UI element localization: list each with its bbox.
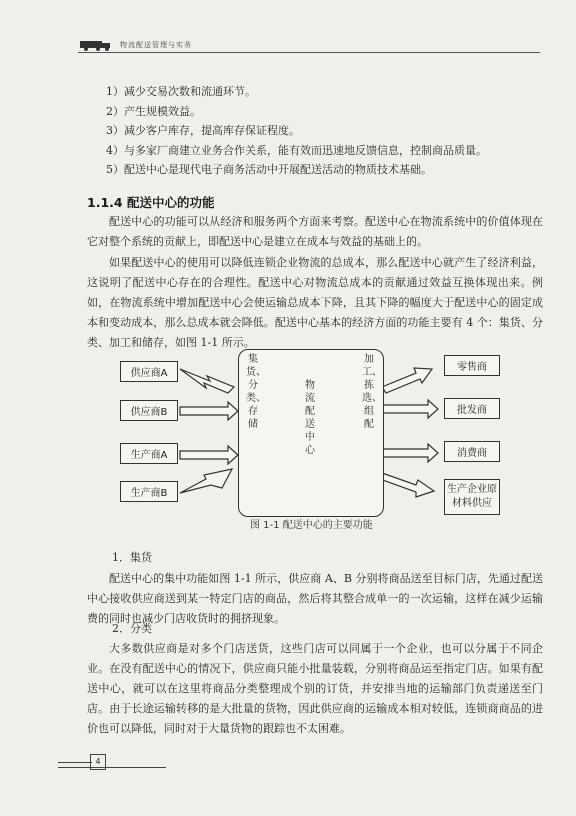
arrow-manufacturer — [380, 473, 434, 497]
list-item: 3）减少客户库存，提高库存保证程度。 — [106, 124, 300, 137]
arrow-supplier-a — [180, 369, 234, 393]
producer-b-box: 生产商B — [120, 481, 178, 502]
retailer-box: 零售商 — [444, 355, 500, 376]
arrow-retailer — [382, 368, 432, 393]
section-title: 1.1.4 配送中心的功能 — [87, 195, 215, 210]
paragraph: 如果配送中心的使用可以降低连锁企业物流的总成本，那么配送中心就产生了经济利益，这说明了配送中心存在的合理性。配送中心对物流总成本的贡献通过效益互换体现出来。例如，在物流系统中增加配送中心会使运输总成本下降，且其下降的幅度大于配送中心的固定成本和变动成本，那么总成本就会降低。配送中心基本的经济方面的功能主要有 4 个：集货、分类、加工和储存，如图 1-1 所示。 — [87, 256, 543, 349]
paragraph: 配送中心的集中功能如图 1-1 所示，供应商 A、B 分别将商品送至目标门店，先通过配送中心接收供应商送到某一特定门店的商品，然后将其整合成单一的一次运输，这样在减少运输费的同时也减少门店收货时的拥挤现象。 — [87, 572, 543, 625]
paragraph: 配送中心的功能可以从经济和服务两个方面来考察。配送中心在物流系统中的价值体现在它对整个系统的贡献上，即配送中心是建立在成本与效益的基础上的。 — [87, 215, 543, 248]
arrow-supplier-b — [180, 402, 238, 420]
list-item: 2）产生规模效益。 — [106, 104, 201, 118]
arrow-producer-a — [180, 446, 238, 464]
producer-a-box: 生产商A — [120, 443, 178, 464]
center-left-text: 集货、分类、存储 — [246, 354, 266, 430]
subsection-heading: 2．分类 — [112, 622, 152, 635]
consumer-box: 消费商 — [444, 441, 500, 462]
header-rule — [78, 42, 540, 53]
footer-rule — [58, 767, 166, 768]
figure-caption: 图 1-1 配送中心的主要功能 — [250, 520, 373, 531]
list-item: 5）配送中心是现代电子商务活动中开展配送活动的物质技术基础。 — [106, 163, 432, 176]
footer-rule — [58, 762, 92, 763]
manufacturer-box: 生产企业原材料供应 — [444, 479, 500, 515]
center-right-text: 加工、拣选、组配 — [362, 354, 382, 430]
paragraph: 大多数供应商是对多个门店送货，这些门店可以同属于一个企业，也可以分属于不同企业。在没有配送中心的情况下，供应商只能小批量装载，分别将商品运至指定门店。如果有配送中心，就可以在这里将商品分类整理成个别的订货，并安排当地的运输部门负责递送至门店。由于长途运输转移的是大批量的货物，因此供应商的运输成本相对较低，连锁商商品的进价也可以降低，同时对于大量货物的跟踪也不太困难。 — [87, 642, 543, 735]
running-title: 物流配送管理与实务 — [120, 41, 192, 49]
list-item: 1）减少交易次数和流通环节。 — [106, 85, 256, 98]
supplier-b-box: 供应商B — [120, 400, 178, 421]
list-item: 4）与多家厂商建立业务合作关系，能有效而迅速地反馈信息，控制商品质量。 — [106, 143, 487, 157]
center-mid-text: 物流配送中心 — [305, 380, 315, 456]
wholesaler-box: 批发商 — [444, 398, 500, 419]
arrow-producer-b — [180, 469, 232, 493]
arrow-wholesaler — [382, 400, 438, 418]
page-number: 4 — [90, 754, 106, 770]
benefit-list — [106, 82, 546, 180]
supplier-a-box: 供应商A — [120, 361, 178, 382]
subsection-heading: 1．集货 — [112, 551, 152, 564]
arrow-consumer — [382, 444, 438, 462]
